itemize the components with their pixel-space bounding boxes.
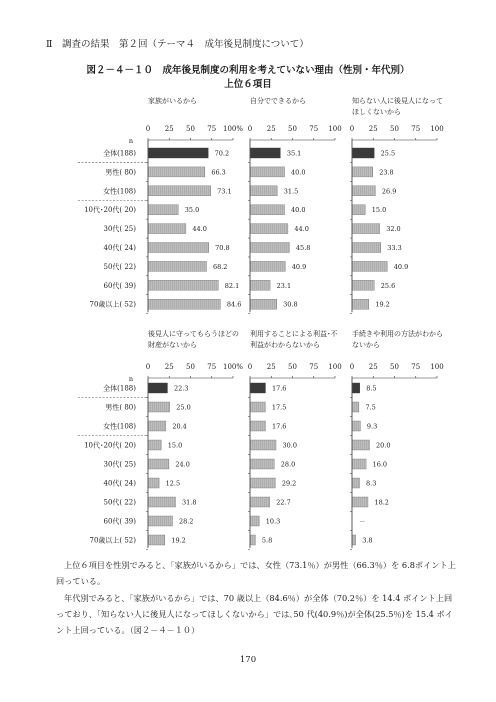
bar — [149, 383, 168, 393]
category-label: 全体(188) — [103, 149, 136, 158]
data-label: 17.6 — [271, 384, 287, 393]
category-label: 女性(108) — [103, 422, 136, 431]
x-tick-label: 50 — [186, 363, 195, 371]
x-tick-label: 0 — [247, 363, 253, 371]
data-label: 18.2 — [374, 498, 389, 507]
data-label: 31.8 — [182, 498, 197, 507]
data-label: 17.5 — [271, 403, 287, 412]
x-tick-label: 25 — [164, 125, 174, 133]
data-label: 33.3 — [387, 244, 402, 252]
data-label: 23.1 — [276, 281, 292, 290]
x-tick-label: 75 — [411, 125, 421, 133]
panel-title: 手続きや利用の方法がわからないから — [352, 330, 443, 349]
data-label: 68.2 — [212, 262, 228, 271]
data-label: 25.5 — [380, 149, 396, 158]
data-label: 24.0 — [175, 460, 190, 469]
bar — [251, 535, 256, 545]
bar — [353, 261, 388, 271]
x-tick-label: 0 — [247, 125, 253, 133]
data-label: 12.5 — [165, 479, 181, 488]
bar — [251, 261, 286, 271]
bar — [251, 167, 285, 177]
bar — [353, 205, 366, 215]
bar — [149, 186, 211, 196]
x-tick-label: 75 — [411, 363, 421, 371]
x-tick-label: 75 — [309, 363, 319, 371]
panel-title: 家族がいるから — [148, 97, 197, 105]
data-label: 30.0 — [282, 441, 297, 450]
bar — [251, 148, 281, 158]
category-label: 30代( 25) — [103, 460, 136, 469]
x-tick-label: 50 — [390, 363, 399, 371]
bar — [251, 224, 288, 234]
bar — [251, 516, 260, 526]
data-label: 15.0 — [371, 206, 387, 215]
data-label: 25.6 — [380, 281, 396, 290]
x-tick-label: 75 — [309, 125, 319, 133]
bar — [353, 224, 380, 234]
x-tick-label: 50 — [186, 125, 195, 133]
bar — [149, 299, 221, 309]
bar — [149, 497, 176, 507]
category-label: 60代( 39) — [103, 281, 136, 290]
x-tick-label: 100 — [328, 363, 342, 371]
data-label: 40.9 — [393, 262, 409, 271]
bar — [149, 516, 173, 526]
bar — [149, 224, 186, 234]
x-tick-label: 100 — [430, 125, 444, 133]
data-label: 9.3 — [366, 422, 378, 431]
figure-subtitle: 上位６項目 — [224, 79, 272, 90]
bar — [353, 280, 375, 290]
category-label: 70歳以上( 52) — [89, 300, 136, 309]
data-label: 28.0 — [280, 460, 296, 469]
data-label: 40.0 — [291, 168, 306, 177]
x-tick-label: 25 — [266, 125, 276, 133]
data-label: 10.3 — [265, 517, 281, 526]
panel-title: 後見人に守ってもらうほどの財産がないから — [148, 330, 239, 349]
bar — [251, 205, 285, 215]
bar — [251, 497, 270, 507]
bar — [251, 421, 266, 431]
data-label: 7.5 — [365, 403, 376, 412]
data-label: 84.6 — [226, 300, 242, 309]
data-label: 73.1 — [217, 187, 232, 196]
bar — [251, 440, 277, 450]
x-tick-label: 100% — [222, 125, 244, 133]
bar — [149, 243, 209, 253]
data-label: 16.0 — [372, 460, 388, 469]
category-label: 10代･20代( 20) — [84, 441, 136, 450]
category-label: 50代( 22) — [103, 262, 136, 271]
category-label: 60代( 39) — [103, 517, 136, 526]
x-tick-label: 75 — [207, 363, 217, 371]
data-label: 70.2 — [214, 149, 230, 158]
category-label: 70歳以上( 52) — [89, 536, 136, 545]
x-tick-label: 25 — [368, 363, 378, 371]
bar — [149, 402, 170, 412]
bar — [149, 440, 162, 450]
data-label: 31.5 — [283, 187, 299, 196]
bar — [353, 299, 369, 309]
data-label: 22.7 — [276, 498, 291, 507]
x-tick-label: 25 — [368, 125, 378, 133]
page-number: 170 — [239, 655, 257, 665]
data-label: 8.5 — [366, 384, 377, 393]
data-label: 22.3 — [173, 384, 189, 393]
data-label: 44.0 — [294, 225, 309, 234]
bar — [251, 459, 275, 469]
category-label: 全体(188) — [103, 384, 136, 393]
bar — [251, 186, 278, 196]
bar — [353, 535, 356, 545]
x-tick-label: 25 — [164, 363, 174, 371]
data-label: 70.8 — [215, 244, 230, 252]
x-tick-label: 25 — [266, 363, 276, 371]
bar — [149, 459, 169, 469]
bar — [149, 535, 165, 545]
category-label: 40代( 24) — [103, 244, 136, 252]
data-label: 5.8 — [261, 536, 273, 545]
data-label: 28.2 — [178, 517, 194, 526]
category-label: 女性(108) — [103, 187, 136, 196]
bar — [353, 478, 360, 488]
category-label: 10代･20代( 20) — [84, 206, 136, 215]
bar — [251, 280, 271, 290]
bar — [353, 402, 359, 412]
data-label: 19.2 — [375, 300, 390, 309]
body-paragraph-1: 上位６項目を性別でみると、「家族がいるから」では、女性（73.1％）が男性（66.3％）を 6.8ポイント上回っている。 — [56, 560, 456, 586]
bar — [353, 148, 375, 158]
n-label: n — [128, 375, 133, 383]
data-label: 20.0 — [376, 441, 391, 450]
panel-title: 知らない人に後見人になってほしくないから — [352, 97, 443, 116]
bar — [251, 299, 277, 309]
x-tick-label: 50 — [390, 125, 399, 133]
data-label: 25.0 — [176, 403, 191, 412]
data-label: 44.0 — [192, 225, 207, 234]
bar — [251, 478, 276, 488]
data-label: 20.4 — [172, 422, 187, 431]
bar — [251, 402, 266, 412]
data-label: 23.8 — [379, 168, 394, 177]
bar — [149, 148, 209, 158]
bar — [149, 421, 166, 431]
bar — [353, 497, 368, 507]
category-label: 30代( 25) — [103, 225, 136, 234]
data-label: 45.8 — [295, 244, 311, 252]
x-tick-label: 0 — [349, 363, 355, 371]
data-label: 29.2 — [281, 479, 297, 488]
bar — [149, 167, 205, 177]
data-label: 19.2 — [171, 536, 186, 545]
bar — [149, 205, 179, 215]
data-label: 40.0 — [291, 206, 306, 215]
body-paragraph-2: 年代別でみると、「家族がいるから」では、70 歳以上（84.6％）が全体（70.2％）を 14.4 ポイント上回っており、「知らない人に後見人になってほしくないから」では､50 代(40.9％)が全体(25.5％)を 15.4 ポイント上回っている。（図２－４－１０） — [56, 593, 453, 635]
category-label: 男性( 80) — [105, 403, 136, 412]
x-tick-label: 0 — [145, 125, 151, 133]
x-tick-label: 100 — [430, 363, 444, 371]
bar — [353, 383, 360, 393]
n-label: n — [128, 137, 133, 145]
data-label: 32.0 — [386, 225, 401, 234]
x-tick-label: 100% — [222, 363, 244, 371]
data-label: 35.0 — [184, 206, 200, 215]
figure-title: 図２－４－１０ 成年後見制度の利用を考えていない理由（性別・年代別） — [86, 65, 410, 76]
panel-title: 利用することによる利益･不利益がわからないから — [250, 330, 338, 349]
bar — [353, 440, 370, 450]
category-label: 40代( 24) — [103, 479, 136, 488]
bar — [251, 383, 266, 393]
x-tick-label: 50 — [288, 363, 297, 371]
bar — [149, 280, 219, 290]
bar — [149, 261, 207, 271]
bar — [353, 243, 381, 253]
bar — [353, 421, 361, 431]
x-tick-label: 0 — [349, 125, 355, 133]
data-label: 15.0 — [167, 441, 183, 450]
x-tick-label: 50 — [288, 125, 297, 133]
data-label: 3.8 — [362, 536, 373, 545]
page-header: Ⅱ 調査の結果 第２回（テーマ４ 成年後見制度について） — [46, 39, 309, 50]
category-label: 男性( 80) — [105, 168, 136, 177]
data-label: 17.6 — [271, 422, 287, 431]
data-label: 30.8 — [283, 300, 298, 309]
bar — [149, 478, 160, 488]
bar — [353, 167, 373, 177]
panel-title: 自分でできるから — [250, 97, 306, 105]
bar — [353, 459, 367, 469]
x-tick-label: 100 — [328, 125, 342, 133]
data-label: 35.1 — [286, 149, 302, 158]
data-label: － — [359, 517, 366, 526]
bar — [353, 186, 376, 196]
data-label: 66.3 — [211, 168, 226, 177]
category-label: 50代( 22) — [103, 498, 136, 507]
data-label: 8.3 — [366, 479, 377, 488]
data-label: 40.9 — [291, 262, 307, 271]
data-label: 26.9 — [381, 187, 397, 196]
x-tick-label: 75 — [207, 125, 217, 133]
bar — [251, 243, 290, 253]
data-label: 82.1 — [224, 281, 240, 290]
x-tick-label: 0 — [145, 363, 151, 371]
